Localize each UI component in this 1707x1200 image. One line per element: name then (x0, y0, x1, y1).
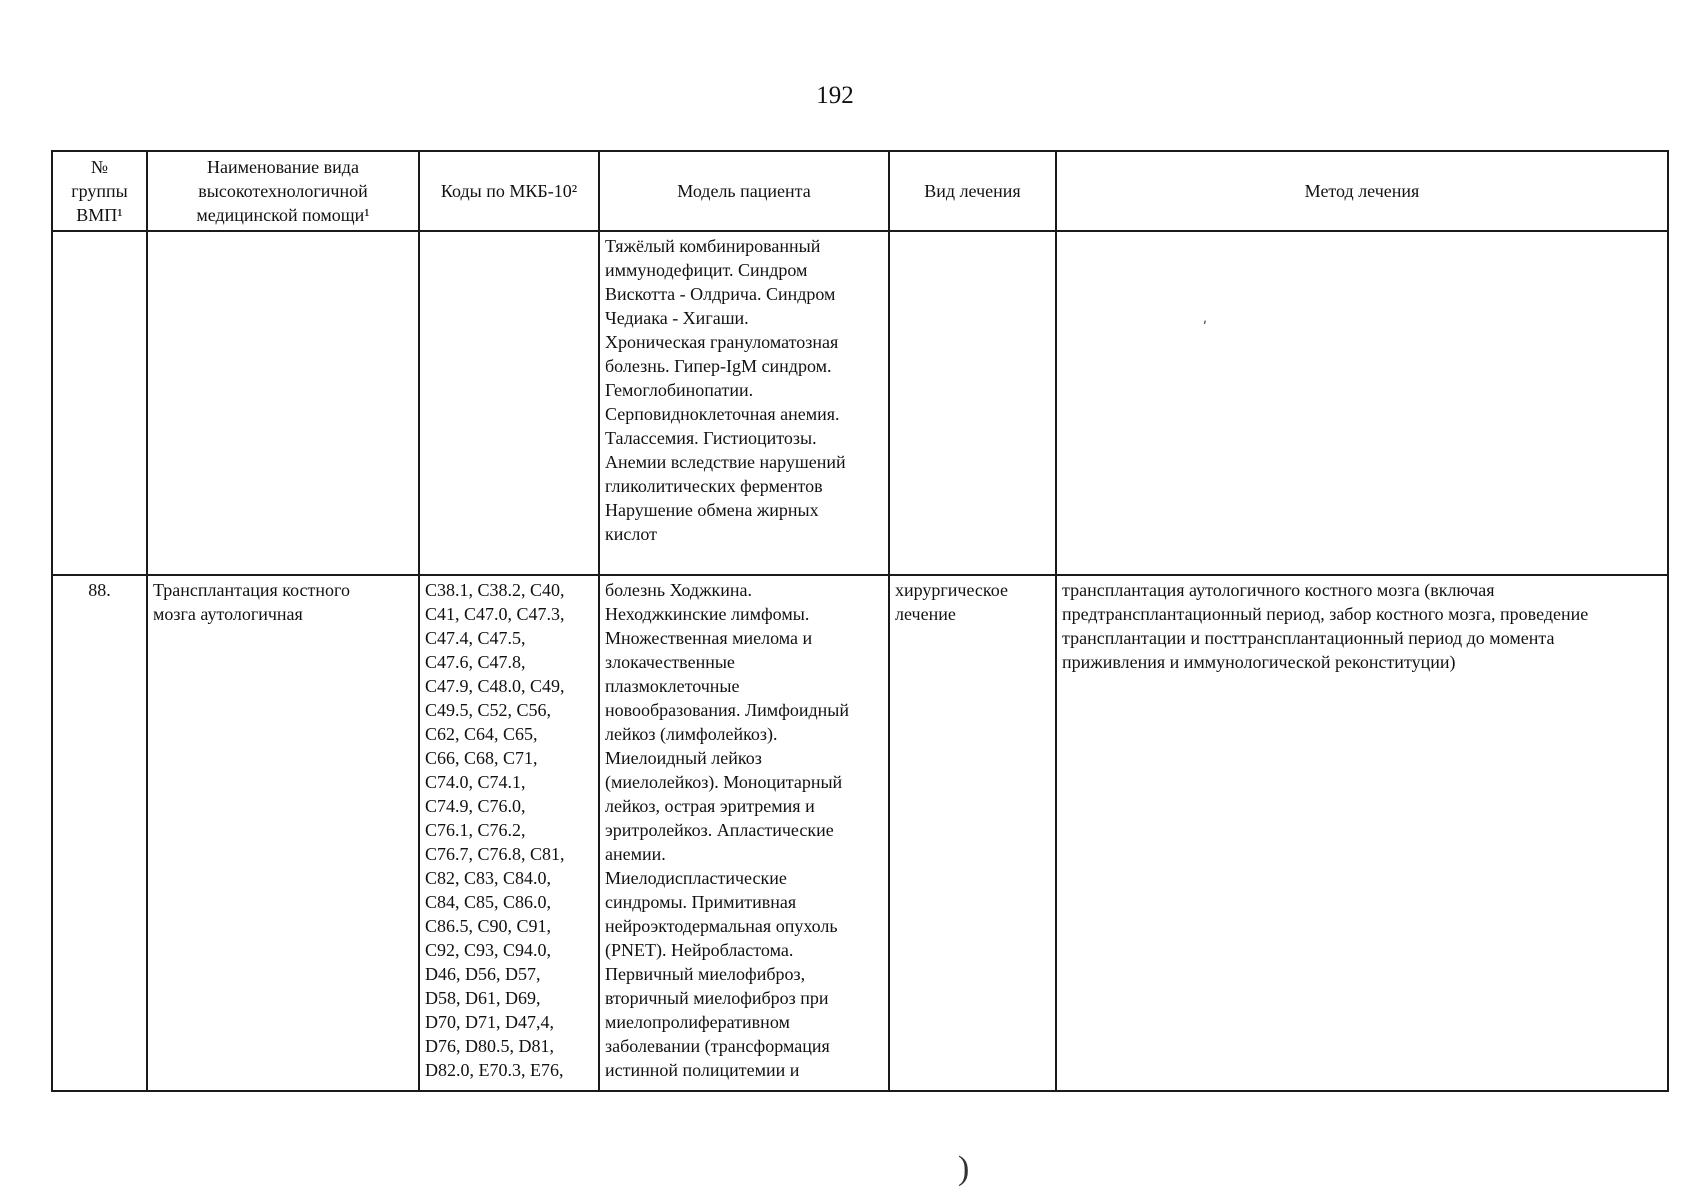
cell-line: C41, C47.0, C47.3, (425, 604, 565, 624)
cell-line: плазмоклеточные (605, 676, 740, 696)
cell-group-number (52, 231, 147, 575)
cell-line: Миелоидный лейкоз (605, 748, 762, 768)
cell-line: мозга аутологичная (153, 604, 303, 624)
cell-line: лейкоз, острая эритремия и (605, 796, 815, 816)
cell-line: злокачественные (605, 652, 735, 672)
cell-treatment-method (1056, 575, 1668, 1091)
cell-line: миелопролиферативном (605, 1012, 790, 1032)
cell-line: C76.7, C76.8, C81, (425, 844, 565, 864)
cell-line: новообразования. Лимфоидный (605, 700, 850, 720)
cell-treatment-type (889, 575, 1056, 1091)
cell-line: болезнь Ходжкина. (605, 580, 753, 600)
header-group-number: № группы ВМП¹ (52, 151, 147, 231)
header-patient-model: Модель пациента (599, 151, 889, 231)
cell-line: Миелодиспластические (605, 868, 787, 888)
cell-line: D70, D71, D47,4, (425, 1012, 554, 1032)
header-treatment-type: Вид лечения (889, 151, 1056, 231)
cell-group-number: 88. (52, 575, 147, 1091)
cell-icd-codes (419, 231, 599, 575)
cell-line: вторичный миелофиброз при (605, 988, 829, 1008)
cell-line: D82.0, E70.3, E76, (425, 1060, 564, 1080)
cell-line: Тяжёлый комбинированный (605, 236, 821, 256)
cell-line: предтрансплантационный период, забор костного мозга, проведение (1062, 604, 1589, 624)
cell-line: Первичный миелофиброз, (605, 964, 806, 984)
cell-line: C82, C83, C84.0, (425, 868, 552, 888)
header-treatment-method: Метод лечения (1056, 151, 1668, 231)
cell-line: C84, C85, C86.0, (425, 892, 552, 912)
cell-care-name (147, 575, 419, 1091)
cell-line: трансплантация аутологичного костного мозга (включая (1062, 580, 1495, 600)
cell-line: C49.5, C52, C56, (425, 700, 552, 720)
cell-line: Трансплантация костного (153, 580, 350, 600)
header-icd-codes: Коды по МКБ-10² (419, 151, 599, 231)
cell-treatment-type (889, 231, 1056, 575)
cell-treatment-method (1056, 231, 1668, 575)
cell-line: D76, D80.5, D81, (425, 1036, 554, 1056)
cell-line: D46, D56, D57, (425, 964, 541, 984)
page-number: 192 (816, 82, 854, 109)
cell-line: анемии. (605, 844, 666, 864)
cell-line: C47.6, C47.8, (425, 652, 526, 672)
cell-line: нейроэктодермальная опухоль (605, 916, 838, 936)
cell-line: C66, C68, C71, (425, 748, 538, 768)
cell-line: приживления и иммунологической реконституции) (1062, 652, 1456, 672)
cell-patient-model (599, 575, 889, 1091)
table-row (52, 231, 1668, 575)
cell-line: лейкоз (лимфолейкоз). (605, 724, 778, 744)
cell-line: болезнь. Гипер-IgM синдром. (605, 356, 832, 376)
cell-line: кислот (605, 524, 657, 544)
table-header-row (52, 151, 1668, 231)
cell-line: гликолитических ферментов (605, 476, 823, 496)
cell-line: хирургическое (895, 580, 1008, 600)
cell-line: C74.0, C74.1, (425, 772, 526, 792)
cell-line: иммунодефицит. Синдром (605, 260, 808, 280)
cell-line: Вискотта - Олдрича. Синдром (605, 284, 836, 304)
cell-line: Множественная миелома и (605, 628, 813, 648)
stray-mark: ʹ (1203, 320, 1207, 336)
margin-mark: ) (958, 1150, 970, 1187)
cell-line: C47.9, C48.0, C49, (425, 676, 565, 696)
table-row (52, 575, 1668, 1091)
cell-line: эритролейкоз. Апластические (605, 820, 834, 840)
cell-line: Нарушение обмена жирных (605, 500, 819, 520)
cell-line: Серповидноклеточная анемия. (605, 404, 840, 424)
cell-line: заболевании (трансформация (605, 1036, 830, 1056)
cell-line: C47.4, C47.5, (425, 628, 526, 648)
cell-icd-codes (419, 575, 599, 1091)
cell-line: (PNET). Нейробластома. (605, 940, 794, 960)
cell-line: C74.9, C76.0, (425, 796, 526, 816)
cell-patient-model (599, 231, 889, 575)
cell-line: Чедиака - Хигаши. (605, 308, 749, 328)
cell-line: C62, C64, C65, (425, 724, 538, 744)
cell-line: лечение (895, 604, 956, 624)
cell-line: Неходжкинские лимфомы. (605, 604, 810, 624)
cell-line: Анемии вследствие нарушений (605, 452, 846, 472)
cell-line: трансплантации и посттрансплантационный период до момента (1062, 628, 1555, 648)
cell-line: C38.1, C38.2, C40, (425, 580, 565, 600)
cell-line: истинной полицитемии и (605, 1060, 800, 1080)
cell-line: Гемоглобинопатии. (605, 380, 754, 400)
cell-line: (миелолейкоз). Моноцитарный (605, 772, 843, 792)
cell-line: C86.5, C90, C91, (425, 916, 552, 936)
cell-line: синдромы. Примитивная (605, 892, 797, 912)
cell-line: C92, C93, C94.0, (425, 940, 552, 960)
vmp-table (51, 150, 1669, 1092)
cell-line: D58, D61, D69, (425, 988, 541, 1008)
cell-line: C76.1, C76.2, (425, 820, 526, 840)
cell-line: Хроническая грануломатозная (605, 332, 839, 352)
cell-care-name (147, 231, 419, 575)
header-care-name: Наименование вида высокотехнологичной медицинской помощи¹ (147, 151, 419, 231)
cell-line: Талассемия. Гистиоцитозы. (605, 428, 817, 448)
